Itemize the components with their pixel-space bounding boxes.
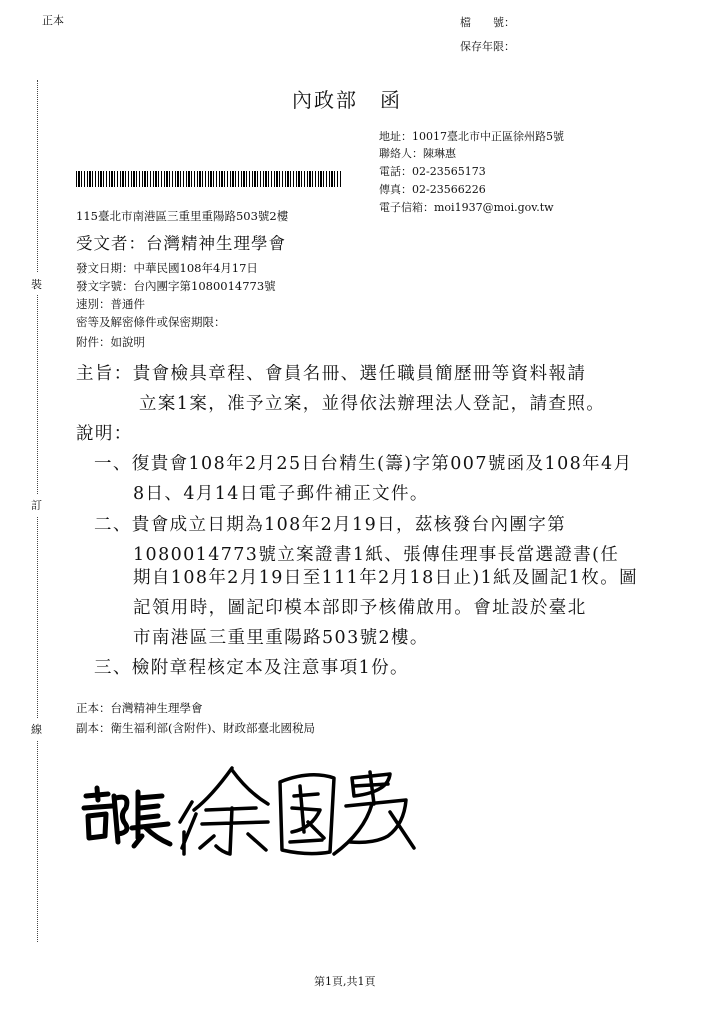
item-1-line-1: 一、復貴會108年2月25日台精生(籌)字第007號函及108年4月 <box>94 454 633 474</box>
sender-email: 電子信箱：moi1937@moi.gov.tw <box>379 201 554 214</box>
original-recipient: 正本：台灣精神生理學會 <box>76 701 203 715</box>
retention-period-label: 保存年限： <box>460 40 515 53</box>
item-2-line-4: 記領用時，圖記印模本部即予核備啟用。會址設於臺北 <box>133 598 587 618</box>
secrecy-level: 密等及解密條件或保密期限： <box>76 315 226 329</box>
document-title: 內政部 函 <box>292 88 402 112</box>
item-2-line-2: 1080014773號立案證書1紙、張傳佳理事長當選證書(任 <box>133 545 620 565</box>
delivery-speed: 速別：普通件 <box>76 297 145 311</box>
item-3-line-1: 三、檢附章程核定本及注意事項1份。 <box>94 658 409 678</box>
binding-mark-xian: 線 <box>31 718 42 740</box>
binding-mark-ding: 訂 <box>31 494 42 516</box>
page-number: 第1頁,共1頁 <box>314 975 376 988</box>
dispatch-date: 發文日期：中華民國108年4月17日 <box>76 261 258 275</box>
recipient-address: 115臺北市南港區三重里重陽路503號2樓 <box>76 209 289 223</box>
file-number-label: 檔 號： <box>460 16 515 29</box>
binding-mark-zhuang: 裝 <box>31 273 42 295</box>
signature-drawing <box>72 752 432 862</box>
sender-address: 地址：10017臺北市中正區徐州路5號 <box>379 130 564 143</box>
barcode <box>76 171 341 187</box>
sender-contact: 聯絡人：陳琳惠 <box>379 147 456 160</box>
sender-phone: 電話：02-23565173 <box>379 165 486 178</box>
copy-recipients: 副本：衛生福利部(含附件)、財政部臺北國稅局 <box>76 721 315 735</box>
subject-line-2: 立案1案，准予立案，並得依法辦理法人登記，請查照。 <box>139 394 606 414</box>
item-2-line-5: 市南港區三重里重陽路503號2樓。 <box>133 628 429 648</box>
item-1-line-2: 8日、4月14日電子郵件補正文件。 <box>133 484 429 504</box>
attachment-note: 附件：如說明 <box>76 335 145 349</box>
item-2-line-3: 期自108年2月19日至111年2月18日止)1紙及圖記1枚。圖 <box>133 568 639 588</box>
subject-line-1: 主旨：貴會檢具章程、會員名冊、選任職員簡歷冊等資料報請 <box>76 364 587 384</box>
recipient: 受文者：台灣精神生理學會 <box>76 234 286 253</box>
sender-fax: 傳真：02-23566226 <box>379 183 486 196</box>
copy-mark: 正本 <box>42 14 64 27</box>
item-2-line-1: 二、貴會成立日期為108年2月19日，茲核發台內團字第 <box>94 515 567 535</box>
explanation-label: 說明： <box>76 424 133 444</box>
document-number: 發文字號：台內團字第1080014773號 <box>76 279 276 293</box>
